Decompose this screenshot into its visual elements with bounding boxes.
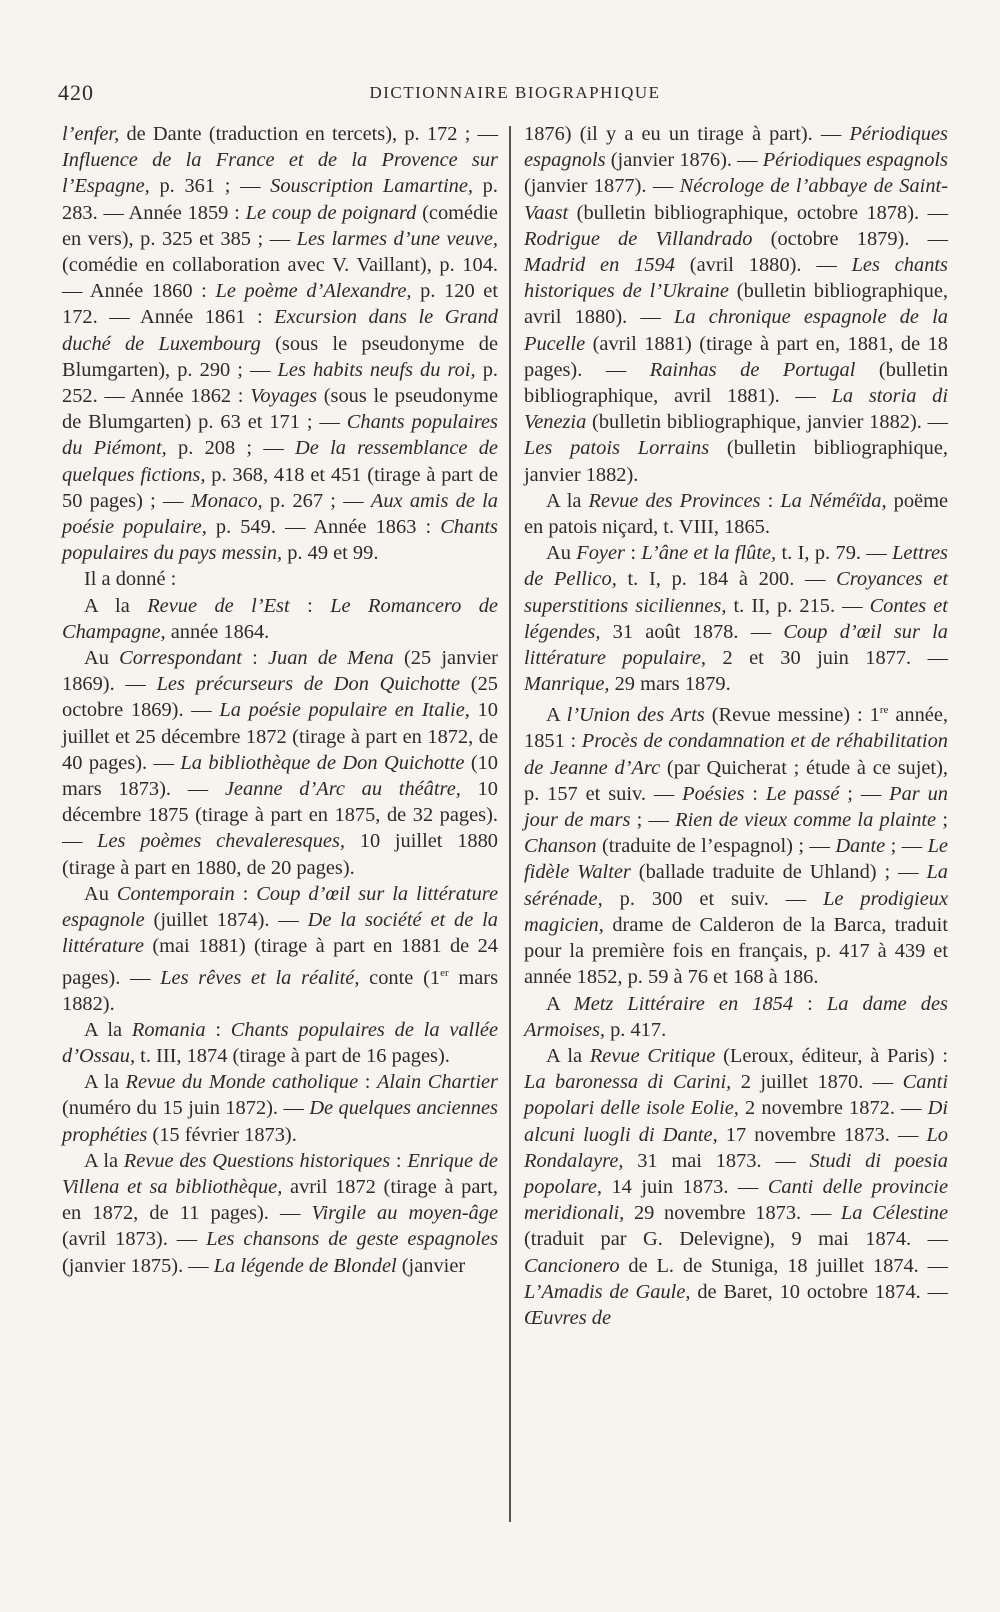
paragraph: Au Contemporain : Coup d’œil sur la littérature espagnole (juillet 1874). — De la société et de la littérature (mai 1881) (tirage à part en 1881 de 24 pages). — Les rêves et la réalité, conte (1er mars 1882). <box>62 882 499 1015</box>
paragraph: A la Revue de l’Est : Le Romancero de Champagne, année 1864. <box>62 594 498 643</box>
left-column <box>62 121 498 1279</box>
paragraph: Au Foyer : L’âne et la flûte, t. I, p. 79. — Lettres de Pellico, t. I, p. 184 à 200. — Croyances et superstitions siciliennes, t. II, p. 215. — Contes et légendes, 31 août 1878. — Coup d’œil sur la littérature populaire, 2 et 30 juin 1877. — Manrique, 29 mars 1879. <box>524 542 948 696</box>
page-number: 420 <box>58 80 94 105</box>
paragraph: A Metz Littéraire en 1854 : La dame des Armoises, p. 417. <box>524 992 948 1041</box>
paragraph: A la Revue des Questions historiques : Enrique de Villena et sa bibliothèque, avril 1872 (tirage à part, en 1872, de 11 pages). — Virgile au moyen-âge (avril 1873). — Les chansons de geste espagnoles (janvier 1875). — La légende de Blondel (janvier <box>62 1149 499 1277</box>
running-title: DICTIONNAIRE BIOGRAPHIQUE <box>369 83 661 102</box>
column-divider <box>509 126 511 1522</box>
paragraph: A la Revue du Monde catholique : Alain Chartier (numéro du 15 juin 1872). — De quelques anciennes prophéties (15 février 1873). <box>62 1071 498 1146</box>
paragraph: 1876) (il y a eu un tirage à part). — Périodiques espagnols (janvier 1876). — Périodiques espagnols (janvier 1877). — Nécrologe de l’abbaye de Saint-Vaast (bulletin bibliographique, octobre 1878). — Rodrigue de Villandrado (octobre 1879). — Madrid en 1594 (avril 1880). — Les chants historiques de l’Ukraine (bulletin bibliographique, avril 1880). — La chronique espagnole de la Pucelle (avril 1881) (tirage à part en, 1881, de 18 pages). — Rainhas de Portugal (bulletin bibliographique, avril 1881). — La storia di Venezia (bulletin bibliographique, janvier 1882). — Les patois Lorrains (bulletin bibliographique, janvier 1882). <box>524 123 949 486</box>
paragraph: A la Revue Critique (Leroux, éditeur, à Paris) : La baronessa di Carini, 2 juillet 1870. — Canti popolari delle isole Eolie, 2 novembre 1872. — Di alcuni luogli di Dante, 17 novembre 1873. — Lo Rondalayre, 31 mai 1873. — Studi di poesia popolare, 14 juin 1873. — Canti delle provincie meridionali, 29 novembre 1873. — La Célestine (traduit par G. Delevigne), 9 mai 1874. — Cancionero de L. de Stuniga, 18 juillet 1874. — L’Amadis de Gaule, de Baret, 10 octobre 1874. — Œuvres de <box>524 1044 949 1329</box>
paragraph: Il a donné : <box>84 568 177 591</box>
paragraph: l’enfer, de Dante (traduction en tercets), p. 172 ; — Influence de la France et de la Provence sur l’Espagne, p. 361 ; — Souscription Lamartine, p. 283. — Année 1859 : Le coup de poignard (comédie en vers), p. 325 et 385 ; — Les larmes d’une veuve, (comédie en collaboration avec V. Vaillant), p. 104. — Année 1860 : Le poème d’Alexandre, p. 120 et 172. — Année 1861 : Excursion dans le Grand duché de Luxembourg (sous le pseudonyme de Blumgarten), p. 290 ; — Les habits neufs du roi, p. 252. — Année 1862 : Voyages (sous le pseudonyme de Blumgarten) p. 63 et 171 ; — Chants populaires du Piémont, p. 208 ; — De la ressemblance de quelques fictions, p. 368, 418 et 451 (tirage à part de 50 pages) ; — Monaco, p. 267 ; — Aux amis de la poésie populaire, p. 549. — Année 1863 : Chants populaires du pays messin, p. 49 et 99. <box>62 123 499 565</box>
paragraph: A la Revue des Provinces : La Néméïda, poëme en patois niçard, t. VIII, 1865. <box>524 489 948 539</box>
paragraph: A l’Union des Arts (Revue messine) : 1re année, 1851 : Procès de condamnation et de réhabilitation de Jeanne d’Arc (par Quicherat ; étude à ce sujet), p. 157 et suiv. — Poésies : Le passé ; — Par un jour de mars ; — Rien de vieux comme la plainte ; Chanson (traduite de l’espagnol) ; — Dante ; — Le fidèle Walter (ballade traduite de Uhland) ; — La sérénade, p. 300 et suiv. — Le prodigieux magicien, drame de Calderon de la Barca, traduit pour la première fois en français, p. 417 à 439 et année 1852, p. 59 à 76 et 168 à 186. <box>524 704 948 989</box>
paragraph: A la Romania : Chants populaires de la vallée d’Ossau, t. III, 1874 (tirage à part de 16 pages). <box>62 1018 498 1067</box>
paragraph: Au Correspondant : Juan de Mena (25 janvier 1869). — Les précurseurs de Don Quichotte (25 octobre 1869). — La poésie populaire en Italie, 10 juillet et 25 décembre 1872 (tirage à part en 1872, de 40 pages). — La bibliothèque de Don Quichotte (10 mars 1873). — Jeanne d’Arc au théâtre, 10 décembre 1875 (tirage à part en 1875, de 32 pages). — Les poèmes chevaleresques, 10 juillet 1880 (tirage à part en 1880, de 20 pages). <box>62 647 499 879</box>
right-column <box>524 121 948 1331</box>
